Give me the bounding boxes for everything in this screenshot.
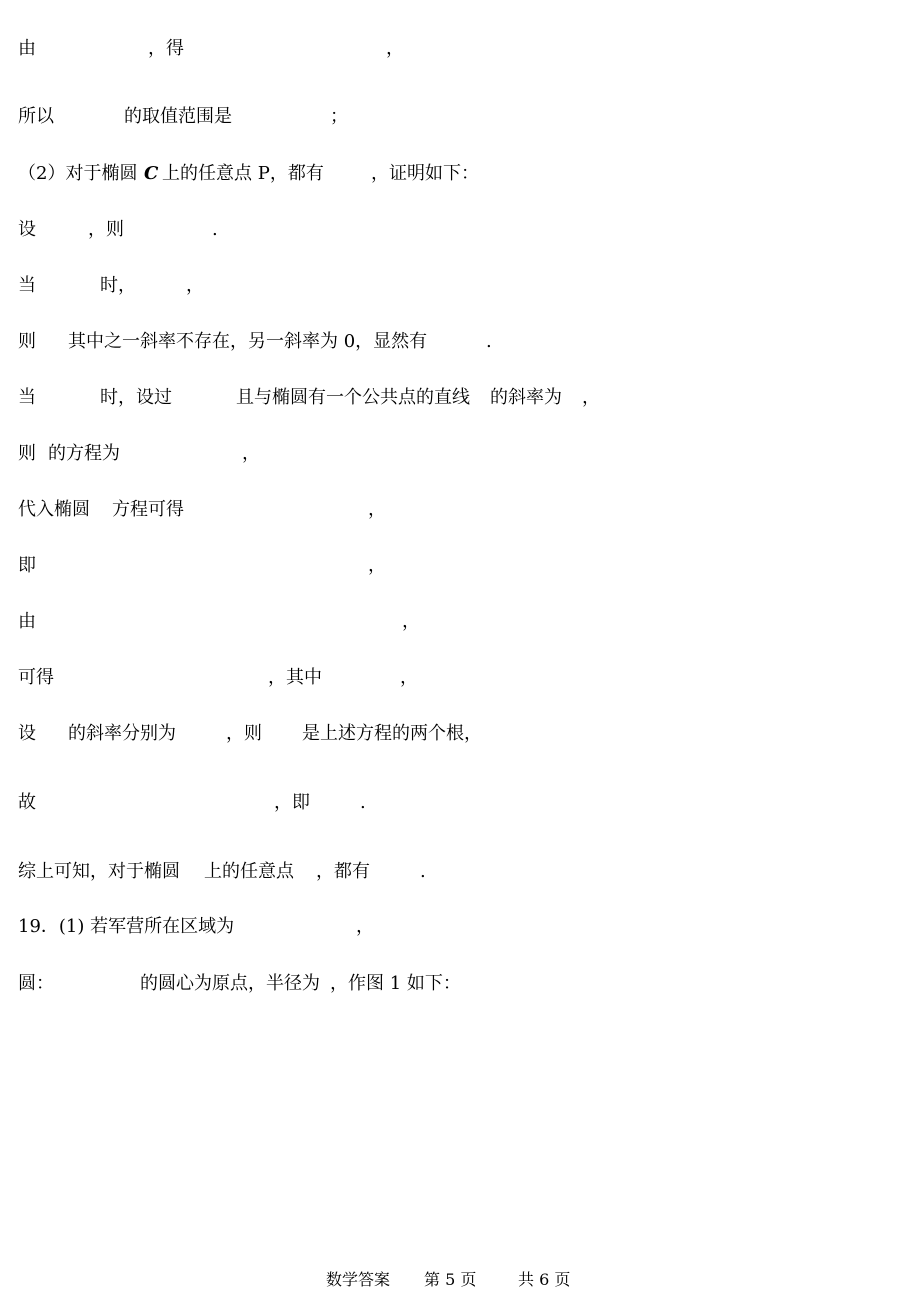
text-segment: 是上述方程的两个根， [302, 723, 482, 744]
text-segment: ， [386, 38, 404, 59]
text-line [0, 553, 900, 579]
text-line [0, 497, 900, 523]
text-segment: 当 [18, 275, 36, 296]
text-line [0, 665, 900, 691]
text-segment: 的方程为 [48, 443, 120, 464]
text-line [0, 971, 900, 997]
text-segment: ，则 [88, 219, 124, 240]
page-footer [0, 1268, 900, 1292]
text-segment: 的圆心为原点，半径为 [140, 973, 320, 994]
text-segment: ， [368, 499, 386, 520]
text-segment: 方程可得 [112, 499, 184, 520]
text-segment: 其中之一斜率不存在，另一斜率为 0，显然有 [68, 331, 428, 352]
text-segment: 时， [100, 275, 136, 296]
text-segment: ， [368, 555, 386, 576]
text-segment: . [360, 792, 366, 813]
text-segment: 故 [18, 792, 36, 813]
text-segment: 时，设过 [100, 387, 172, 408]
text-segment: 则 [18, 443, 36, 464]
text-segment: ，其中 [268, 667, 322, 688]
text-segment: 上的任意点 P，都有 [162, 163, 324, 184]
text-segment: . [212, 219, 218, 240]
text-segment: . [486, 331, 492, 352]
text-line [0, 385, 900, 411]
text-segment: 设 [18, 219, 36, 240]
text-segment: 可得 [18, 667, 54, 688]
text-segment: ， [356, 916, 374, 937]
text-segment: 当 [18, 387, 36, 408]
footer-total-pages: 共 6 页 [518, 1270, 571, 1289]
text-segment: ，得 [148, 38, 184, 59]
text-line [0, 104, 900, 130]
text-line [0, 329, 900, 355]
text-segment: ，作图 1 如下： [330, 973, 461, 994]
text-segment: ，证明如下： [371, 163, 479, 184]
text-segment: 的斜率为 [490, 387, 562, 408]
text-line [0, 441, 900, 467]
text-segment: ； [330, 106, 348, 127]
math-variable: C [144, 163, 159, 184]
text-segment: ， [400, 667, 418, 688]
text-segment: 圆： [18, 973, 54, 994]
text-line [0, 721, 900, 747]
text-segment: 设 [18, 723, 36, 744]
text-line [0, 609, 900, 635]
text-segment: 且与椭圆有一个公共点的直线 [236, 387, 470, 408]
text-segment: 所以 [18, 106, 54, 127]
text-segment: 的取值范围是 [124, 106, 232, 127]
text-segment: ， [186, 275, 204, 296]
text-segment: ，则 [226, 723, 262, 744]
text-segment: ，都有 [316, 861, 370, 882]
text-line [0, 217, 900, 243]
text-segment: （2）对于椭圆 [18, 163, 138, 184]
text-segment: 由 [18, 611, 36, 632]
text-segment: 的斜率分别为 [68, 723, 176, 744]
text-line [0, 790, 900, 816]
text-segment: 综上可知，对于椭圆 [18, 861, 180, 882]
text-segment: 代入椭圆 [18, 499, 90, 520]
text-segment: ， [242, 443, 260, 464]
footer-page-number: 第 5 页 [424, 1270, 477, 1289]
text-segment: 19．(1) 若军营所在区域为 [18, 916, 235, 937]
text-segment: 则 [18, 331, 36, 352]
text-segment: 由 [18, 38, 36, 59]
text-line [0, 36, 900, 62]
text-segment: 即 [18, 555, 36, 576]
text-line [0, 914, 900, 940]
text-line [0, 273, 900, 299]
text-segment: 上的任意点 [204, 861, 294, 882]
text-line [0, 859, 900, 885]
text-segment: ， [582, 387, 600, 408]
text-segment: . [420, 861, 426, 882]
text-line [0, 161, 900, 187]
text-segment: ，即 [274, 792, 310, 813]
footer-subject: 数学答案 [326, 1270, 391, 1289]
text-segment: ， [402, 611, 420, 632]
